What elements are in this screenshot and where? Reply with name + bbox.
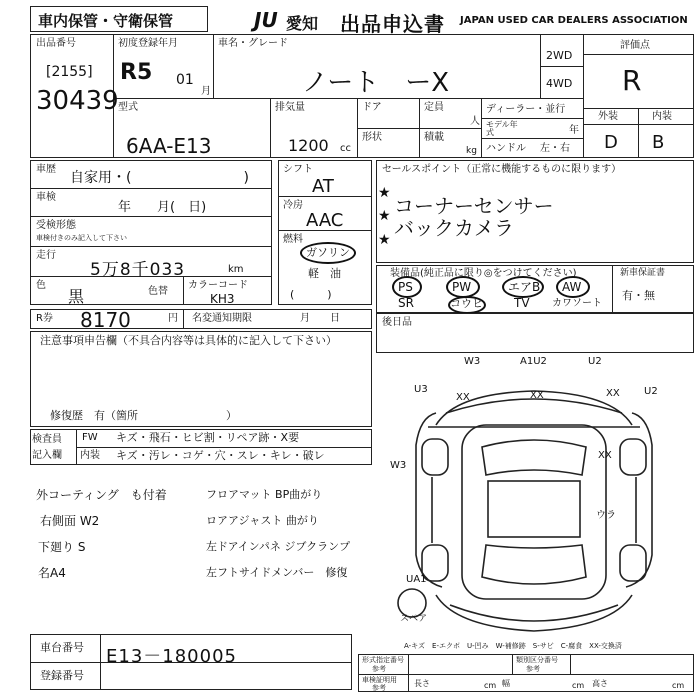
mark-w3-side: W3 — [390, 460, 407, 471]
class-label: 類別区分番号 — [516, 656, 558, 664]
length-label: 長さ — [414, 679, 430, 688]
inspector-fw: FW — [82, 432, 98, 443]
mileage-unit: km — [228, 264, 244, 275]
remark-left-2: 右側面 W2 — [40, 514, 100, 528]
equip-aw: AW — [562, 280, 582, 294]
warranty-options: 有・無 — [622, 289, 655, 302]
lot-sub: [2155] — [46, 64, 93, 80]
remark-right-2: ロアアジャスト 曲がり — [206, 514, 319, 527]
inspector-interior: 内装 — [80, 450, 100, 461]
displacement-label: 排気量 — [275, 102, 305, 113]
model-year-unit: 年 — [569, 125, 579, 136]
selling-label: セールスポイント（正常に機能するものに限ります） — [382, 164, 622, 175]
remark-left-4: 名A4 — [38, 566, 66, 580]
color-change-label: 色替 — [148, 286, 168, 297]
equipment-label: 装備品(純正品に限り◎をつけてください) — [390, 268, 577, 279]
history-value: 自家用・( ) — [70, 170, 249, 186]
handle-options: 左・右 — [540, 143, 570, 154]
equip-airbag-circle — [502, 276, 544, 298]
chassis-label: 車台番号 — [40, 641, 84, 654]
shift-value: AT — [312, 176, 334, 197]
inspection-label: 車検 — [36, 192, 56, 203]
load-label: 積載 — [424, 132, 444, 143]
equip-ps: PS — [398, 280, 413, 294]
mark-top: A1U2 — [520, 356, 547, 367]
exterior-grade: D — [604, 132, 618, 153]
repair-history: 修復歴 有（箇所 ） — [50, 409, 237, 422]
mark-ura: ウラ — [596, 510, 616, 521]
selling-star-2: ★ — [378, 208, 391, 224]
storage-label: 車内保管・守衛保管 — [38, 12, 174, 30]
inspector-label-1: 検査員 — [32, 434, 62, 445]
color-code-value: KH3 — [210, 292, 235, 306]
chassis-value: E13－180005 — [106, 646, 237, 667]
seat-label: 定員 — [424, 102, 444, 113]
recycle-label: R券 — [36, 313, 53, 324]
receive-note: 車検付きのみ記入して下さい — [36, 234, 127, 242]
spare-label: スペア — [400, 614, 428, 624]
interior-grade: B — [652, 132, 665, 153]
later-items-block — [376, 313, 694, 353]
mark-u2-top: U2 — [588, 356, 602, 367]
score-value: R — [622, 64, 642, 97]
selling-star-3: ★ — [378, 232, 391, 248]
remark-right-1: フロアマット BP曲がり — [206, 488, 323, 501]
equip-ps-circle — [392, 276, 422, 298]
selling-star-1: ★ — [378, 185, 391, 201]
model-year-label: モデル年式 — [486, 120, 518, 137]
height-label: 高さ — [592, 679, 608, 688]
remark-left-1: 外コーティング も付着 — [36, 488, 167, 502]
history-label: 車歴 — [36, 164, 56, 175]
drive-4wd: 4WD — [546, 77, 573, 90]
equip-kawasort: カワソート — [552, 298, 602, 309]
seat-unit: 人 — [470, 116, 480, 127]
lot-label: 出品番号 — [36, 38, 76, 49]
mark-u2-side: U2 — [644, 386, 658, 397]
mark-xx-2: XX — [530, 390, 544, 401]
equip-sr: SR — [398, 296, 414, 310]
name-change-label: 名変通知期限 — [192, 313, 252, 324]
color-label: 色 — [36, 280, 46, 291]
model-value: 6AA-E13 — [126, 134, 212, 158]
equip-pw-circle — [446, 276, 480, 298]
width-unit: cm — [572, 681, 585, 690]
form-title: 出品申込書 — [340, 12, 445, 36]
mark-u3: U3 — [414, 384, 428, 395]
recycle-value: 8170 — [80, 308, 131, 332]
height-unit: cm — [672, 681, 685, 690]
month-unit: 月 — [201, 86, 211, 97]
aircon-label: 冷房 — [283, 200, 303, 211]
equip-kouhi: コウヒ — [450, 297, 483, 310]
shape-label: 形状 — [362, 132, 382, 143]
width-label: 幅 — [502, 679, 510, 688]
mark-xx-3: XX — [606, 388, 620, 399]
mileage-value: 5万8千033 — [90, 260, 186, 280]
equip-pw: PW — [452, 280, 472, 294]
mark-xx-1: XX — [456, 392, 470, 403]
exterior-label: 外装 — [598, 111, 618, 122]
mileage-label: 走行 — [36, 250, 56, 261]
fuel-other: ( ) — [290, 288, 332, 301]
ju-logo: JU — [254, 8, 278, 32]
remark-right-3: 左ドアインパネ ジブクランプ — [206, 540, 351, 553]
car-name-label: 車名・グレード — [218, 38, 288, 49]
inspection-value: 年 月( 日) — [118, 200, 207, 215]
length-unit: cm — [484, 681, 497, 690]
recycle-unit: 円 — [168, 313, 178, 324]
first-reg-month: 01 — [176, 72, 194, 88]
caution-label: 注意事項申告欄（不具合内容等は具体的に記入して下さい） — [40, 334, 337, 347]
equip-aw-circle — [556, 276, 590, 298]
model-spec-label: 形式指定番号 — [362, 656, 404, 664]
first-reg-label: 初度登録年月 — [118, 38, 178, 49]
ref-label-1: 参考 — [372, 665, 386, 673]
equip-tv: TV — [514, 296, 530, 310]
warranty-label: 新車保証書 — [620, 268, 666, 278]
later-items-label: 後日品 — [382, 317, 412, 328]
mark-w3-top: W3 — [464, 356, 481, 367]
load-unit: kg — [466, 146, 477, 156]
selling-point-1: コーナーセンサー — [394, 194, 554, 218]
shift-label: シフト — [283, 164, 313, 175]
association-name: JAPAN USED CAR DEALERS ASSOCIATION — [460, 15, 688, 26]
ref-label-2: 参考 — [526, 665, 540, 673]
fuel-label: 燃料 — [283, 234, 303, 245]
inspector-interior-items: キズ・汚レ・コゲ・穴・スレ・キレ・破レ — [116, 449, 325, 462]
ref-label-3: 参考 — [372, 684, 386, 692]
lot-number: 30439 — [36, 86, 119, 116]
door-label: ドア — [362, 102, 382, 113]
color-code-label: カラーコード — [188, 280, 248, 291]
fuel-gasoline: ガソリン — [306, 246, 350, 259]
mark-xx-4: XX — [598, 450, 612, 461]
mark-ua1: UA1 — [406, 574, 427, 585]
car-name-value: ノート ーX — [302, 68, 450, 98]
name-change-value: 月 日 — [300, 313, 340, 324]
handle-label: ハンドル — [486, 143, 526, 154]
selling-point-2: バックカメラ — [394, 216, 514, 240]
aircon-value: AAC — [306, 210, 344, 231]
registration-label: 登録番号 — [40, 669, 84, 682]
inspector-fw-items: キズ・飛石・ヒビ割・リペア跡・X要 — [116, 431, 300, 444]
receive-label: 受検形態 — [36, 220, 76, 231]
equip-airbag: エアB — [508, 280, 541, 294]
dealer-label: ディーラー・並行 — [486, 104, 566, 115]
score-label: 評価点 — [620, 40, 650, 51]
displacement-value: 1200 — [288, 136, 329, 155]
color-value: 黒 — [68, 287, 85, 306]
model-label: 型式 — [118, 102, 138, 113]
cert-label: 車検証明用 — [362, 676, 397, 684]
ju-region: 愛知 — [286, 14, 319, 33]
interior-label: 内装 — [652, 111, 672, 122]
drive-2wd: 2WD — [546, 49, 573, 62]
remark-right-4: 左フトサイドメンバー 修復 — [206, 566, 348, 579]
remark-left-3: 下廻り S — [38, 540, 86, 554]
inspector-label-2: 記入欄 — [32, 450, 62, 461]
displacement-unit: cc — [340, 143, 351, 154]
equip-kouhi-circle — [448, 296, 486, 314]
damage-legend: A-キズ E-エクボ U-凹み W-補修跡 S-サビ C-腐食 XX-交換済 — [404, 642, 622, 650]
first-reg-era: R5 — [120, 60, 153, 85]
fuel-diesel: 軽 油 — [308, 267, 341, 280]
